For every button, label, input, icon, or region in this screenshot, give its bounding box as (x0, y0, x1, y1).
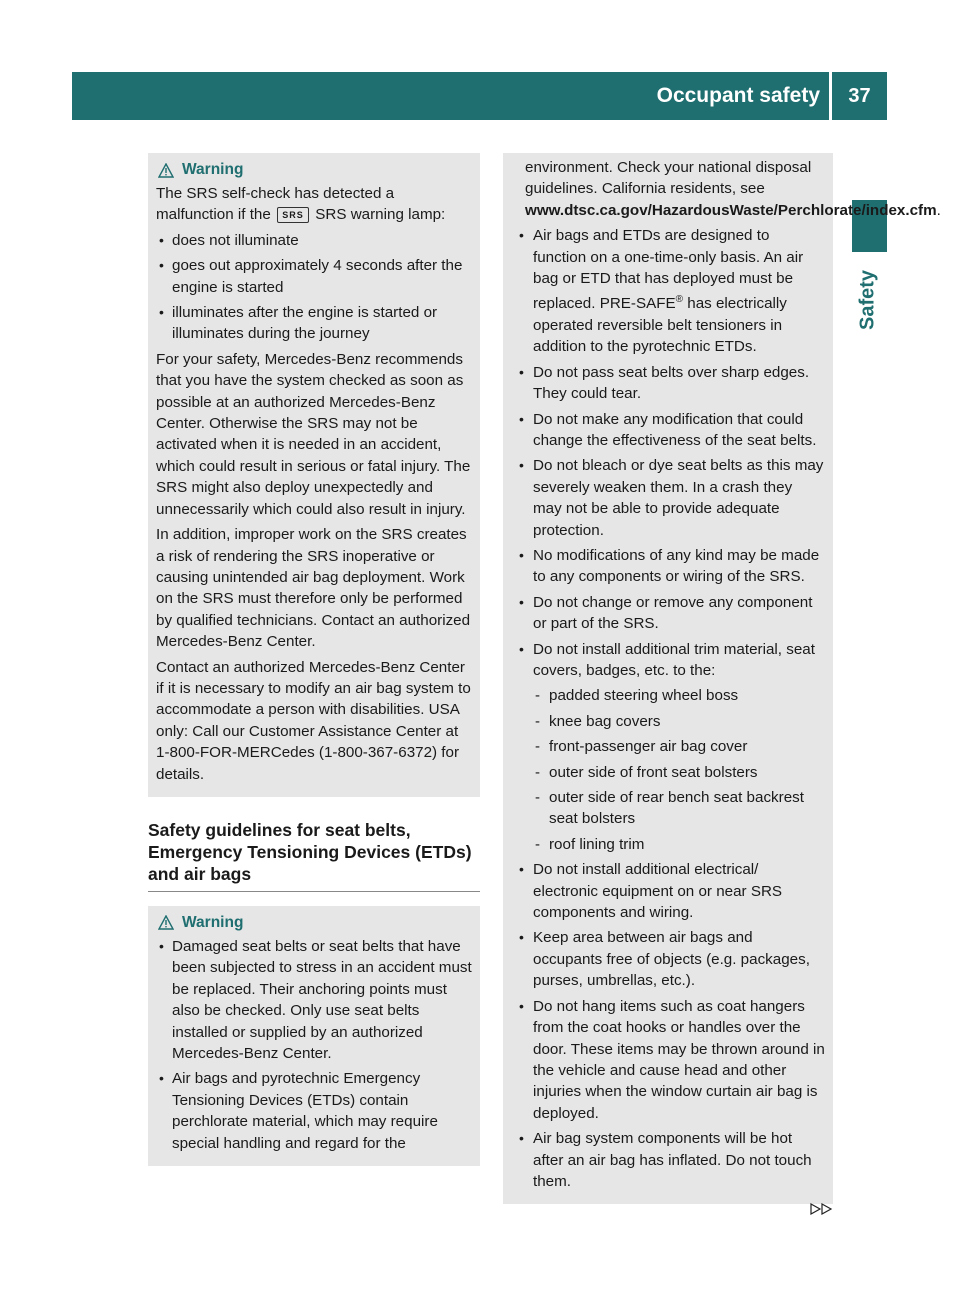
list-item: • Do not hang items such as coat hangers from the coat hooks or handles over the door. These items may be thrown around in the vehicle and cause head and other injuries when the window curtain air bag is deployed. (525, 996, 825, 1124)
warning-bullets (156, 230, 472, 345)
list-item: • Do not bleach or dye seat belts as this may severely weaken them. In a crash they may not be able to provide adequate protection. (525, 455, 825, 541)
warning-triangle-icon (158, 915, 174, 930)
section-heading: Safety guidelines for seat belts, Emergency Tensioning Devices (ETDs) and air bags (148, 819, 480, 892)
double-triangle-right-icon (810, 1203, 834, 1215)
srs-warning-lamp-icon: SRS (277, 207, 309, 223)
warning-heading: Warning (158, 912, 472, 934)
list-item: • Do not pass seat belts over sharp edges. They could tear. (525, 362, 825, 405)
list-item: • goes out approximately 4 seconds after the engine is started (156, 255, 472, 298)
list-item: • Do not install additional electrical/ electronic equipment on or near SRS components and wiring. (525, 859, 825, 923)
warning-heading: Warning (158, 159, 472, 181)
list-item: • does not illuminate (156, 230, 472, 251)
registered-mark: ® (675, 294, 684, 306)
continuation-paragraph: environment. Check your national disposal guidelines. California residents, see www.dtsc.ca.gov/HazardousWaste/Perchlorate/index.cfm. (525, 159, 941, 219)
safety-bullets (525, 225, 825, 1192)
paragraph: Contact an authorized Mercedes-Benz Center if it is necessary to modify an air bag system to accommodate a person with disabilities. USA only: Call our Customer Assistance Center at 1-800-FOR-MERCedes (1-800-367-6372) for details. (156, 658, 471, 783)
trim-item: - roof lining trim (535, 834, 825, 855)
warning-intro: The SRS self-check has detected a malfunction if the SRS SRS warning lamp: (156, 185, 446, 224)
page-section-title: Occupant safety (656, 84, 820, 107)
paragraph: For your safety, Mercedes-Benz recommends that you have the system checked as soon as possible at an authorized Mercedes-Benz Center. Otherwise the SRS may not be activated when it is needed in an accident, which could result in serious or fatal injury. The SRS might also deploy unexpectedly and unnecessarily which could also result in injury. (156, 350, 471, 518)
trim-item: - padded steering wheel boss (535, 685, 825, 706)
warning-triangle-icon (158, 163, 174, 178)
list-item: • Do not change or remove any component or part of the SRS. (525, 592, 825, 635)
list-item: • No modifications of any kind may be made to any components or wiring of the SRS. (525, 545, 825, 588)
list-item: • Air bags and pyrotechnic Emergency Tensioning Devices (ETDs) contain perchlorate material, which may require special handling and regard for the (156, 1068, 472, 1154)
trim-item: - front-passenger air bag cover (535, 736, 825, 757)
trim-list (535, 685, 825, 855)
trim-item: - knee bag covers (535, 711, 825, 732)
trim-item: - outer side of rear bench seat backrest seat bolsters (535, 787, 825, 830)
list-item: • Do not make any modification that could change the effectiveness of the seat belts. (525, 409, 825, 452)
left-column (148, 153, 480, 1166)
paragraph: In addition, improper work on the SRS creates a risk of rendering the SRS inoperative or causing unintended air bag deployment. Work on the SRS must therefore only be performed by qualified technicians. Contact an authorized Mercedes-Benz Center. (156, 526, 471, 651)
list-item: • Damaged seat belts or seat belts that have been subjected to stress in an accident must be replaced. Their anchoring points must also be checked. Only use seat belts installed or supplied by an authorized Mercedes-Benz Center. (156, 936, 472, 1064)
trim-item: - outer side of front seat bolsters (535, 762, 825, 783)
list-item: • Air bag system components will be hot after an air bag has inflated. Do not touch them. (525, 1128, 825, 1192)
warning-box-seat-belts (148, 906, 480, 1166)
warning-box-srs (148, 153, 480, 797)
page-number: 37 (832, 72, 887, 120)
list-item: • Keep area between air bags and occupants free of objects (e.g. packages, purses, umbrellas, etc.). (525, 927, 825, 991)
disposal-url: www.dtsc.ca.gov/HazardousWaste/Perchlorate/index.cfm (525, 201, 937, 219)
list-item: • illuminates after the engine is started or illuminates during the journey (156, 302, 472, 345)
warning-bullets (156, 936, 472, 1154)
list-item: • Air bags and ETDs are designed to function on a one-time-only basis. An air bag or ETD that has deployed must be replaced. PRE-SAFE® has electrically operated reversible belt tensioners in addition to the pyrotechnic ETDs. (525, 225, 825, 358)
side-tab-label: Safety (856, 269, 879, 331)
list-item: • Do not install additional trim material, seat covers, badges, etc. to the: - padded steering wheel boss - knee bag covers - front-passenger air bag cover - outer side of front seat bolsters - outer side of rear bench seat backrest seat bolsters - roof lining trim (525, 639, 825, 856)
